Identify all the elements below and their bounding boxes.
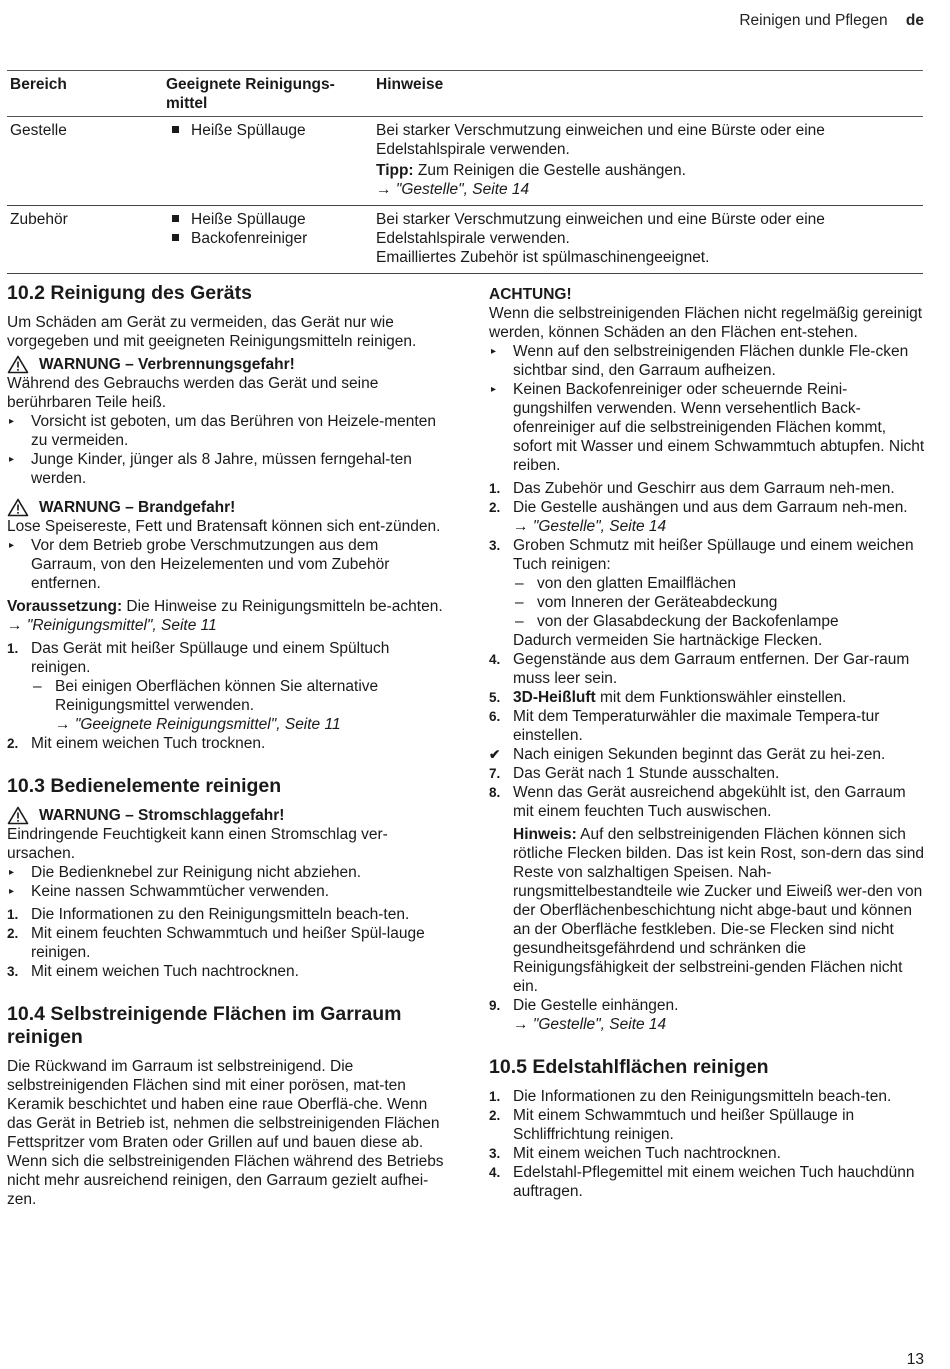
warning-heading: WARNUNG – Stromschlaggefahr!	[7, 806, 445, 825]
dash-item: – von der Glasabdeckung der Backofenlampe	[515, 613, 839, 630]
step-item: 3. Groben Schmutz mit heißer Spüllauge und einem weichen Tuch reinigen:	[489, 537, 914, 573]
bullet-triangle-icon: ▸	[9, 540, 15, 551]
step-item: 2. Mit einem feuchten Schwammtuch und heißer Spül-lauge reinigen.	[7, 925, 425, 961]
cell-agents	[166, 206, 376, 274]
bullet-square-icon	[172, 234, 179, 241]
step-item: 2. Die Gestelle aushängen und aus dem Garraum neh-men.	[489, 499, 908, 516]
bullet-item: ▸ Junge Kinder, jünger als 8 Jahre, müssen ferngehal-ten werden.	[9, 451, 412, 487]
section-heading-10-2: 10.2 Reinigung des Geräts	[7, 282, 252, 304]
bullet-triangle-icon: ▸	[9, 886, 15, 897]
step-item: 1. Das Gerät mit heißer Spüllauge und einem Spültuch reinigen.	[7, 640, 390, 676]
dash-item: – Bei einigen Oberflächen können Sie alternative Reinigungsmittel verwenden.	[33, 678, 379, 714]
bullet-item: ▸ Keinen Backofenreiniger oder scheuernde Reini-gungshilfen verwenden. Wenn versehentlich Back-ofenreiniger auf die selbstreinigenden Flächen kommt, sofort mit Wasser und einem Schwammtuch abtupfen. Nicht reiben.	[491, 381, 925, 474]
bullet-item: ▸ Vorsicht ist geboten, um das Berühren von Heizele-menten zu vermeiden.	[9, 413, 436, 449]
step-item: 8. Wenn das Gerät ausreichend abgekühlt ist, den Garraum mit einem feuchten Tuch auswischen.	[489, 784, 906, 820]
arrow-right-icon: →	[376, 181, 396, 198]
bullet-square-icon	[172, 126, 179, 133]
dash-item: – von den glatten Emailflächen	[515, 575, 737, 592]
prerequisite: Voraussetzung: Die Hinweise zu Reinigungsmitteln be-achten.	[7, 598, 443, 615]
checkmark-icon: ✔	[489, 747, 501, 762]
warning-heading: WARNUNG – Verbrennungsgefahr!	[7, 355, 445, 374]
step-item: 3. Mit einem weichen Tuch nachtrocknen.	[7, 963, 299, 980]
paragraph: Um Schäden am Gerät zu vermeiden, das Gerät nur wie vorgegeben und mit geeigneten Reinigungsmitteln reinigen.	[7, 314, 417, 350]
section-heading-10-3: 10.3 Bedienelemente reinigen	[7, 775, 282, 797]
step-item: 2. Mit einem Schwammtuch und heißer Spüllauge in Schliffrichtung reinigen.	[489, 1107, 855, 1143]
bullet-triangle-icon: ▸	[491, 384, 497, 395]
arrow-right-icon: →	[513, 1016, 533, 1033]
bullet-item: ▸ Wenn auf den selbstreinigenden Flächen dunkle Fle-cken sichtbar sind, den Garraum aufheizen.	[491, 343, 909, 379]
warning-triangle-icon	[7, 498, 29, 517]
bullet-item: ▸ Keine nassen Schwammtücher verwenden.	[9, 883, 330, 900]
step-item: 7. Das Gerät nach 1 Stunde ausschalten.	[489, 765, 780, 782]
warning-text: Während des Gebrauchs werden das Gerät und seine berührbaren Teile heiß.	[7, 375, 379, 411]
section-title: Reinigen und Pflegen	[739, 12, 888, 29]
arrow-right-icon: →	[55, 716, 75, 733]
section-heading-10-4: 10.4 Selbstreinigende Flächen im Garraum reinigen	[7, 1003, 402, 1048]
caution-heading: ACHTUNG!	[489, 286, 572, 303]
step-item: 1. Die Informationen zu den Reinigungsmitteln beach-ten.	[489, 1088, 892, 1105]
cross-reference-link[interactable]: → "Geeignete Reinigungsmittel", Seite 11	[55, 716, 341, 733]
cell-notes	[376, 117, 923, 206]
step-item: 1. Das Zubehör und Geschirr aus dem Garraum neh-men.	[489, 480, 895, 497]
col-header-area: Bereich	[10, 76, 67, 93]
cell-agents	[166, 117, 376, 206]
warning-triangle-icon	[7, 806, 29, 825]
hint-text: Hinweis: Auf den selbstreinigenden Flächen können sich rötliche Flecken bilden. Das ist kein Rost, son-dern das sind Reste von salzhaltigen Speisen. Nah-rungsmittelbestandteile wie Zucker und Eiweiß wer-den von der Oberflächenbeschichtung nicht abge-baut und können an der Oberfläche festkleben. Die-se Flecken sind nicht gesundheitsgefährdend und schränken die Reinigungsfähigkeit der selbstreini-genden Flächen nicht ein.	[513, 826, 924, 995]
step-item: 9. Die Gestelle einhängen.	[489, 997, 679, 1014]
table-row	[7, 117, 923, 206]
cross-reference-link[interactable]: → "Gestelle", Seite 14	[513, 1016, 667, 1033]
agent-item: Backofenreiniger	[166, 229, 376, 248]
bullet-triangle-icon: ▸	[9, 867, 15, 878]
table-header-row	[7, 71, 923, 117]
note-text: Emailliertes Zubehör ist spülmaschinengeeignet.	[376, 249, 710, 266]
col-header-agents: Geeignete Reinigungs- mittel	[166, 76, 335, 112]
cross-reference-link[interactable]: → "Reinigungsmittel", Seite 11	[7, 617, 217, 634]
cell-area: Gestelle	[10, 122, 67, 139]
arrow-right-icon: →	[7, 617, 27, 634]
running-header	[739, 11, 924, 30]
caution-text: Wenn die selbstreinigenden Flächen nicht regelmäßig gereinigt werden, können Schäden an den Flächen ent-stehen.	[489, 305, 923, 341]
bullet-item: ▸ Die Bedienknebel zur Reinigung nicht abziehen.	[9, 864, 362, 881]
dash-item: – vom Inneren der Geräteabdeckung	[515, 594, 778, 611]
cell-notes	[376, 206, 923, 274]
warning-triangle-icon	[7, 355, 29, 374]
page-number: 13	[906, 1351, 924, 1368]
bullet-triangle-icon: ▸	[491, 346, 497, 357]
right-column	[489, 285, 925, 1201]
agent-item: Heiße Spüllauge	[166, 210, 376, 229]
cleaning-agents-table	[7, 70, 923, 274]
note-text: Bei starker Verschmutzung einweichen und eine Bürste oder eine Edelstahlspirale verwenden.	[376, 211, 825, 247]
tip-text: Tipp: Zum Reinigen die Gestelle aushängen.	[376, 162, 686, 179]
warning-heading: WARNUNG – Brandgefahr!	[7, 498, 445, 517]
step-note: Dadurch vermeiden Sie hartnäckige Flecken.	[513, 632, 823, 649]
language-code: de	[905, 12, 924, 29]
cross-reference-link[interactable]: → "Gestelle", Seite 14	[513, 518, 667, 535]
cross-reference-link[interactable]: → "Gestelle", Seite 14	[376, 181, 530, 198]
section-heading-10-5: 10.5 Edelstahlflächen reinigen	[489, 1056, 769, 1078]
note-text: Bei starker Verschmutzung einweichen und eine Bürste oder eine Edelstahlspirale verwenden.	[376, 122, 825, 158]
warning-text: Lose Speisereste, Fett und Bratensaft können sich ent-zünden.	[7, 518, 441, 535]
arrow-right-icon: →	[513, 518, 533, 535]
step-item: 6. Mit dem Temperaturwähler die maximale Tempera-tur einstellen.	[489, 708, 880, 744]
cell-area: Zubehör	[10, 211, 68, 228]
bullet-triangle-icon: ▸	[9, 454, 15, 465]
step-item: 2. Mit einem weichen Tuch trocknen.	[7, 735, 266, 752]
bullet-square-icon	[172, 215, 179, 222]
bullet-triangle-icon: ▸	[9, 416, 15, 427]
table-row	[7, 206, 923, 274]
step-item: 5. 3D-Heißluft mit dem Funktionswähler einstellen.	[489, 689, 847, 706]
step-item: 4. Edelstahl-Pflegemittel mit einem weichen Tuch hauchdünn auftragen.	[489, 1164, 915, 1200]
agent-item: Heiße Spüllauge	[166, 121, 376, 140]
left-column	[7, 282, 445, 1209]
step-item: 4. Gegenstände aus dem Garraum entfernen. Der Gar-raum muss leer sein.	[489, 651, 910, 687]
bullet-item: ▸ Vor dem Betrieb grobe Verschmutzungen aus dem Garraum, von den Heizelementen und vom Zubehör entfernen.	[9, 537, 390, 592]
step-item: 1. Die Informationen zu den Reinigungsmitteln beach-ten.	[7, 906, 410, 923]
step-item: 3. Mit einem weichen Tuch nachtrocknen.	[489, 1145, 781, 1162]
col-header-notes: Hinweise	[376, 76, 444, 93]
paragraph: Die Rückwand im Garraum ist selbstreinigend. Die selbstreinigenden Flächen sind mit einer porösen, mat-ten Keramik beschichtet und haben eine raue Oberflä-che. Wenn das Gerät in Betrieb ist, nehmen die selbstreinigenden Flächen Fettspritzer vom Braten oder Grillen auf und bauen diese ab. Wenn sich die selbstreinigenden Flächen während des Betriebs nicht mehr ausreichend reinigen, den Garraum gezielt aufhei-zen.	[7, 1058, 444, 1208]
result-item: ✔ Nach einigen Sekunden beginnt das Gerät zu hei-zen.	[489, 746, 886, 763]
warning-text: Eindringende Feuchtigkeit kann einen Stromschlag ver-ursachen.	[7, 826, 388, 862]
